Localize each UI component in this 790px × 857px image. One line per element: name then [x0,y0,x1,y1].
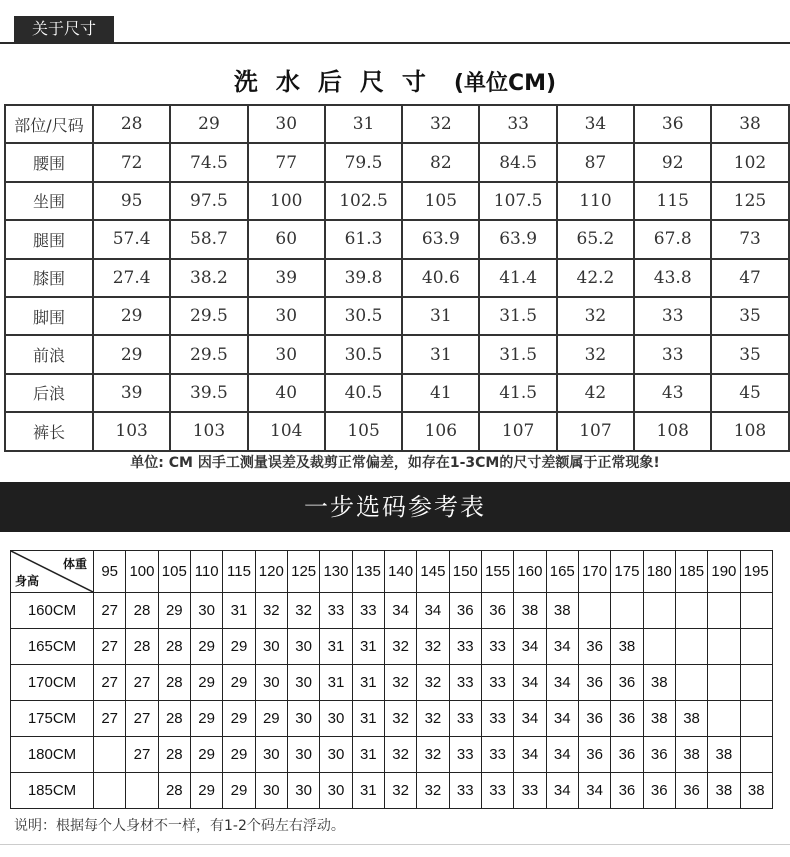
guide-size-cell: 27 [126,701,158,737]
guide-size-cell: 38 [675,701,707,737]
size-value-cell: 107 [557,412,634,450]
size-value-cell: 47 [711,259,788,297]
size-value-cell: 87 [557,143,634,181]
size-row [5,297,789,335]
guide-size-cell: 32 [384,773,416,809]
guide-size-cell: 27 [94,701,126,737]
size-value-cell: 31 [402,335,479,373]
guide-size-cell [675,629,707,665]
guide-size-cell: 28 [158,629,190,665]
size-value-cell: 32 [557,297,634,335]
guide-size-cell: 32 [384,701,416,737]
size-row-label: 膝围 [5,259,93,297]
guide-weight-cell: 195 [740,551,772,593]
guide-size-cell: 38 [611,629,643,665]
guide-size-cell: 27 [94,593,126,629]
guide-size-cell: 30 [287,701,319,737]
size-value-cell: 29 [93,335,170,373]
size-value-cell: 125 [711,182,788,220]
guide-size-cell: 29 [190,737,222,773]
guide-size-cell: 30 [287,629,319,665]
guide-size-cell: 30 [255,737,287,773]
guide-size-cell: 36 [675,773,707,809]
guide-size-cell [740,593,772,629]
guide-weight-cell: 175 [611,551,643,593]
bottom-divider [0,844,790,845]
guide-size-cell: 27 [126,665,158,701]
guide-size-cell: 29 [190,629,222,665]
guide-size-cell: 33 [449,737,481,773]
guide-size-cell [708,593,740,629]
guide-size-cell: 29 [223,665,255,701]
guide-size-cell [675,593,707,629]
size-value-cell: 40.6 [402,259,479,297]
size-value-cell: 31 [402,297,479,335]
guide-size-cell [708,665,740,701]
size-value-cell: 41 [402,374,479,412]
guide-size-cell: 28 [158,665,190,701]
guide-size-cell: 38 [675,737,707,773]
size-header-cell: 29 [170,105,247,143]
guide-size-cell: 30 [255,665,287,701]
size-value-cell: 115 [634,182,711,220]
size-value-cell: 32 [557,335,634,373]
guide-corner-cell [11,551,94,593]
guide-size-cell [94,737,126,773]
section-divider [0,42,790,44]
guide-weight-cell: 180 [643,551,675,593]
size-row-label: 腰围 [5,143,93,181]
size-value-cell: 33 [634,335,711,373]
size-header-cell: 34 [557,105,634,143]
guide-size-cell: 33 [449,773,481,809]
size-header-cell: 30 [248,105,325,143]
size-value-cell: 39.5 [170,374,247,412]
size-value-cell: 43.8 [634,259,711,297]
size-value-cell: 65.2 [557,220,634,258]
guide-size-cell: 33 [481,773,513,809]
guide-size-cell: 27 [126,737,158,773]
size-value-cell: 95 [93,182,170,220]
guide-size-cell: 28 [158,773,190,809]
guide-size-cell: 31 [320,665,352,701]
size-header-label: 部位/尺码 [5,105,93,143]
guide-size-cell: 33 [449,701,481,737]
guide-header-row [11,551,773,593]
guide-size-cell: 33 [449,629,481,665]
size-value-cell: 40 [248,374,325,412]
size-value-cell: 103 [170,412,247,450]
size-value-cell: 27.4 [93,259,170,297]
guide-size-cell: 38 [740,773,772,809]
size-value-cell: 77 [248,143,325,181]
guide-weight-cell: 190 [708,551,740,593]
guide-size-cell: 36 [578,665,610,701]
guide-size-cell: 33 [481,665,513,701]
guide-size-cell: 29 [190,773,222,809]
guide-size-cell: 31 [320,629,352,665]
guide-size-cell: 32 [417,773,449,809]
guide-size-cell: 36 [611,665,643,701]
guide-height-cell: 165CM [11,629,94,665]
size-value-cell: 43 [634,374,711,412]
guide-size-cell: 33 [352,593,384,629]
guide-weight-cell: 115 [223,551,255,593]
guide-size-cell: 33 [320,593,352,629]
size-value-cell: 106 [402,412,479,450]
guide-size-cell: 30 [320,701,352,737]
guide-size-cell: 30 [190,593,222,629]
guide-size-cell: 30 [287,737,319,773]
guide-size-cell: 36 [611,737,643,773]
size-row [5,143,789,181]
guide-size-cell: 34 [546,629,578,665]
size-row-label: 裤长 [5,412,93,450]
size-value-cell: 30.5 [325,297,402,335]
guide-size-cell: 38 [643,701,675,737]
height-axis-label: 身高 [15,574,40,588]
guide-size-cell: 29 [223,701,255,737]
size-row-label: 坐围 [5,182,93,220]
size-value-cell: 82 [402,143,479,181]
size-row-label: 脚围 [5,297,93,335]
size-value-cell: 105 [325,412,402,450]
size-value-cell: 74.5 [170,143,247,181]
guide-height-cell: 175CM [11,701,94,737]
guide-size-cell [708,629,740,665]
size-chart-unit: (单位CM) [453,71,557,96]
guide-size-cell: 31 [352,773,384,809]
size-value-cell: 40.5 [325,374,402,412]
size-value-cell: 31.5 [479,297,556,335]
size-value-cell: 108 [634,412,711,450]
guide-size-cell: 36 [643,773,675,809]
size-value-cell: 100 [248,182,325,220]
size-row-label: 腿围 [5,220,93,258]
size-row [5,220,789,258]
weight-axis-label: 体重 [62,557,87,571]
size-value-cell: 79.5 [325,143,402,181]
guide-size-cell: 32 [417,665,449,701]
guide-size-cell: 29 [190,665,222,701]
guide-size-cell: 29 [223,629,255,665]
size-value-cell: 102 [711,143,788,181]
size-value-cell: 42.2 [557,259,634,297]
size-value-cell: 105 [402,182,479,220]
guide-size-cell: 30 [255,773,287,809]
guide-size-cell: 31 [223,593,255,629]
guide-size-cell [126,773,158,809]
guide-size-cell: 34 [514,665,546,701]
guide-row [11,701,773,737]
size-value-cell: 108 [711,412,788,450]
guide-weight-cell: 105 [158,551,190,593]
size-header-cell: 28 [93,105,170,143]
guide-size-cell: 28 [126,629,158,665]
guide-size-cell: 38 [514,593,546,629]
size-chart-note: 单位: CM 因手工测量误差及裁剪正常偏差，如存在1-3CM的尺寸差额属于正常现象! [130,455,660,471]
size-row [5,182,789,220]
size-header-cell: 32 [402,105,479,143]
size-header-cell: 36 [634,105,711,143]
guide-size-cell: 30 [320,737,352,773]
size-row-label: 前浪 [5,335,93,373]
size-value-cell: 35 [711,335,788,373]
guide-weight-cell: 110 [190,551,222,593]
size-value-cell: 104 [248,412,325,450]
guide-size-cell [740,737,772,773]
guide-size-cell: 31 [352,701,384,737]
size-header-cell: 33 [479,105,556,143]
guide-size-cell: 34 [514,701,546,737]
guide-weight-cell: 135 [352,551,384,593]
guide-size-cell: 31 [352,629,384,665]
size-value-cell: 58.7 [170,220,247,258]
size-value-cell: 107 [479,412,556,450]
size-value-cell: 57.4 [93,220,170,258]
size-row [5,412,789,450]
guide-size-cell: 36 [578,701,610,737]
guide-weight-cell: 130 [320,551,352,593]
size-row-label: 后浪 [5,374,93,412]
guide-size-cell: 36 [611,773,643,809]
size-value-cell: 39 [248,259,325,297]
guide-size-cell: 36 [611,701,643,737]
guide-weight-cell: 150 [449,551,481,593]
size-value-cell: 97.5 [170,182,247,220]
size-value-cell: 60 [248,220,325,258]
guide-size-cell: 38 [708,737,740,773]
guide-size-cell: 33 [449,665,481,701]
guide-weight-cell: 100 [126,551,158,593]
guide-size-cell: 28 [158,737,190,773]
size-value-cell: 35 [711,297,788,335]
guide-size-cell: 34 [546,665,578,701]
size-value-cell: 110 [557,182,634,220]
guide-size-cell: 29 [255,701,287,737]
guide-size-cell: 29 [158,593,190,629]
guide-weight-cell: 165 [546,551,578,593]
guide-size-cell: 34 [417,593,449,629]
size-value-cell: 67.8 [634,220,711,258]
guide-weight-cell: 160 [514,551,546,593]
size-value-cell: 102.5 [325,182,402,220]
size-row [5,335,789,373]
guide-size-cell [643,629,675,665]
guide-size-cell: 28 [158,701,190,737]
guide-size-cell: 32 [384,629,416,665]
size-chart-title [0,62,790,98]
size-header-cell: 31 [325,105,402,143]
size-value-cell: 30 [248,297,325,335]
size-value-cell: 63.9 [402,220,479,258]
guide-height-cell: 180CM [11,737,94,773]
guide-size-cell [740,665,772,701]
guide-weight-cell: 125 [287,551,319,593]
size-value-cell: 33 [634,297,711,335]
size-header-row [5,105,789,143]
guide-size-cell [675,665,707,701]
guide-height-cell: 160CM [11,593,94,629]
guide-row [11,737,773,773]
guide-size-cell: 30 [287,773,319,809]
size-value-cell: 42 [557,374,634,412]
size-value-cell: 103 [93,412,170,450]
guide-size-cell: 38 [708,773,740,809]
guide-row [11,593,773,629]
guide-weight-cell: 170 [578,551,610,593]
guide-size-cell: 32 [384,665,416,701]
guide-weight-cell: 145 [417,551,449,593]
guide-size-cell: 32 [417,629,449,665]
guide-size-cell: 32 [287,593,319,629]
guide-size-cell: 27 [94,665,126,701]
guide-weight-cell: 155 [481,551,513,593]
guide-row [11,629,773,665]
guide-size-cell [94,773,126,809]
size-value-cell: 29.5 [170,297,247,335]
size-guide-note: 说明：根据每个人身材不一样，有1-2个码左右浮动。 [14,818,345,834]
guide-size-cell: 31 [352,737,384,773]
guide-row [11,665,773,701]
guide-size-cell: 36 [449,593,481,629]
guide-height-cell: 170CM [11,665,94,701]
size-value-cell: 72 [93,143,170,181]
guide-size-cell [611,593,643,629]
size-value-cell: 39 [93,374,170,412]
guide-size-cell: 33 [514,773,546,809]
size-value-cell: 30 [248,335,325,373]
size-value-cell: 41.5 [479,374,556,412]
guide-size-cell: 36 [578,737,610,773]
size-value-cell: 63.9 [479,220,556,258]
size-value-cell: 73 [711,220,788,258]
size-guide-title: 一步选码参考表 [0,482,790,532]
guide-size-cell: 34 [384,593,416,629]
guide-size-cell [578,593,610,629]
guide-size-cell: 30 [320,773,352,809]
guide-size-cell: 34 [578,773,610,809]
guide-size-cell: 34 [546,737,578,773]
guide-size-cell: 34 [546,701,578,737]
guide-size-cell: 30 [255,629,287,665]
size-value-cell: 41.4 [479,259,556,297]
guide-weight-cell: 185 [675,551,707,593]
guide-size-cell: 29 [190,701,222,737]
guide-size-cell [740,629,772,665]
size-value-cell: 38.2 [170,259,247,297]
size-row [5,374,789,412]
section-tag: 关于尺寸 [14,16,114,42]
guide-weight-cell: 95 [94,551,126,593]
guide-size-cell: 29 [223,737,255,773]
size-value-cell: 29.5 [170,335,247,373]
guide-size-cell: 34 [514,737,546,773]
guide-size-cell: 36 [481,593,513,629]
guide-size-cell: 34 [546,773,578,809]
guide-size-cell: 27 [94,629,126,665]
guide-size-cell [740,701,772,737]
size-value-cell: 84.5 [479,143,556,181]
guide-size-cell: 36 [643,737,675,773]
size-value-cell: 39.8 [325,259,402,297]
guide-size-cell: 32 [417,737,449,773]
guide-size-cell: 29 [223,773,255,809]
size-value-cell: 92 [634,143,711,181]
guide-size-cell: 36 [578,629,610,665]
guide-row [11,773,773,809]
guide-size-cell: 34 [514,629,546,665]
guide-size-cell: 38 [643,665,675,701]
guide-size-cell: 32 [384,737,416,773]
guide-size-cell: 30 [287,665,319,701]
guide-height-cell: 185CM [11,773,94,809]
guide-weight-cell: 120 [255,551,287,593]
guide-weight-cell: 140 [384,551,416,593]
guide-size-cell: 38 [546,593,578,629]
guide-size-cell [708,701,740,737]
size-value-cell: 30.5 [325,335,402,373]
size-chart-table [4,104,790,452]
size-value-cell: 61.3 [325,220,402,258]
size-value-cell: 29 [93,297,170,335]
guide-size-cell: 33 [481,629,513,665]
guide-size-cell: 31 [352,665,384,701]
size-value-cell: 31.5 [479,335,556,373]
guide-size-cell: 32 [417,701,449,737]
size-chart-title-text: 洗水后尺寸 [233,68,444,96]
size-header-cell: 38 [711,105,788,143]
size-guide-table [10,550,773,809]
size-value-cell: 45 [711,374,788,412]
size-row [5,259,789,297]
guide-size-cell: 33 [481,737,513,773]
guide-size-cell [643,593,675,629]
guide-size-cell: 33 [481,701,513,737]
guide-size-cell: 32 [255,593,287,629]
size-value-cell: 107.5 [479,182,556,220]
guide-size-cell: 28 [126,593,158,629]
